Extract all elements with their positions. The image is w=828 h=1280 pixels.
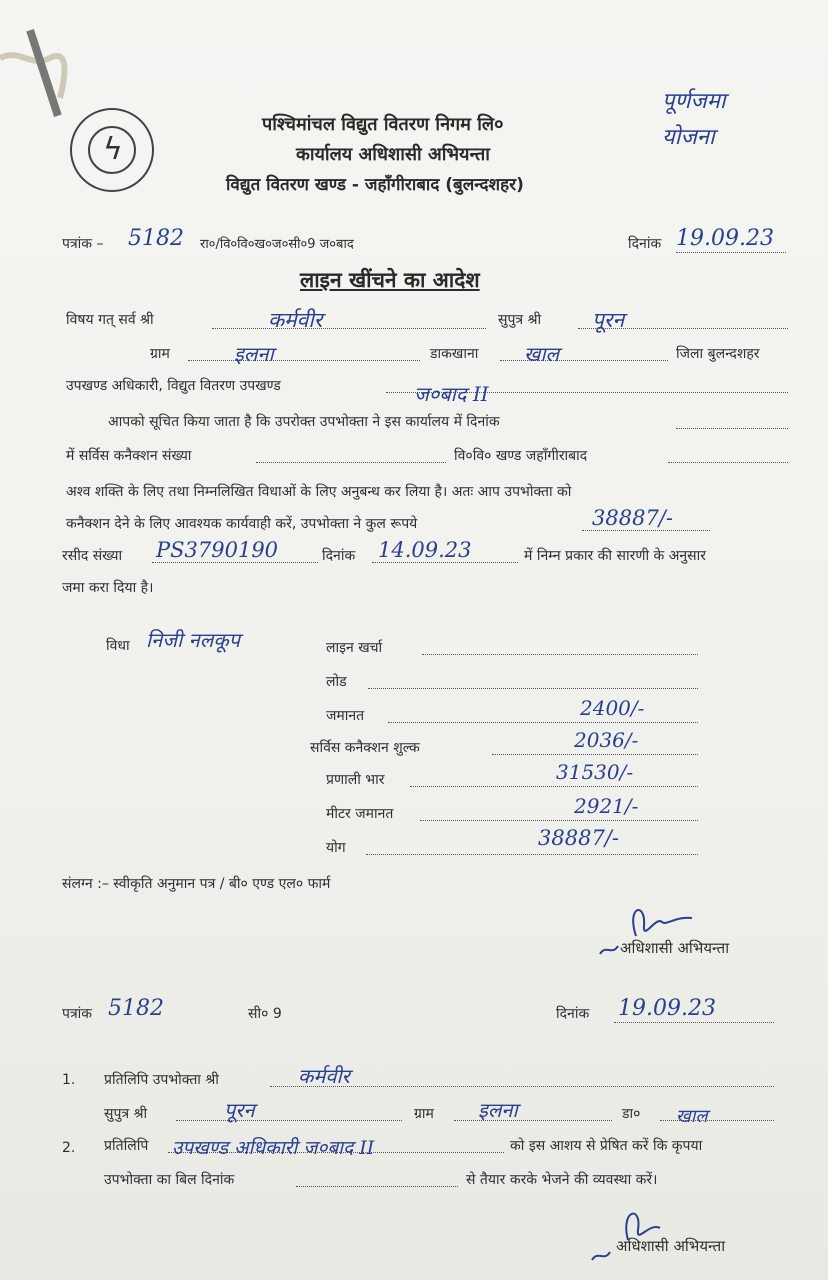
- consumer-name: कर्मवीर: [268, 308, 323, 332]
- receipt-date-label: दिनांक: [322, 548, 356, 564]
- body-line-5: में निम्न प्रकार की सारणी के अनुसार: [524, 548, 707, 564]
- post-office: खाल: [524, 342, 560, 366]
- charge-label: मीटर जमानत: [326, 806, 394, 822]
- village: इलना: [234, 342, 274, 366]
- copy2-label: प्रतिलिपि: [104, 1138, 149, 1154]
- district: जिला बुलन्दशहर: [676, 346, 760, 362]
- receipt-date: 14.09.23: [378, 538, 472, 562]
- charge-value: 2400/-: [580, 696, 645, 720]
- footer-ref-label: पत्रांक: [62, 1006, 93, 1022]
- vidha-label: विधा: [106, 638, 130, 654]
- footer-date-label: दिनांक: [556, 1006, 590, 1022]
- receipt-number: PS3790190: [156, 538, 279, 562]
- copy1-village: इलना: [478, 1098, 518, 1122]
- charge-label: योग: [326, 840, 346, 856]
- post-label: डाकखाना: [430, 346, 479, 362]
- copy2-text: को इस आशय से प्रेषित करें कि कृपया: [510, 1138, 703, 1154]
- signature-title: अधिशासी अभियन्ता: [620, 939, 730, 957]
- charge-label: सर्विस कनैक्शन शुल्क: [310, 740, 420, 756]
- copy1-label: प्रतिलिपि उपभोक्ता श्री: [104, 1072, 219, 1088]
- body-line-4: कनैक्शन देने के लिए आवश्यक कार्यवाही करें, उपभोक्ता ने कुल रूपये: [66, 516, 418, 532]
- total-amount: 38887/-: [592, 506, 673, 530]
- ref-suffix: रा०/वि०वि०ख०ज०सी०9 ज०बाद: [200, 237, 354, 252]
- item-number: 2.: [62, 1140, 76, 1156]
- body-line-6: जमा करा दिया है।: [62, 580, 154, 596]
- binder-string: [0, 28, 70, 118]
- footer-ref-code: सी० 9: [248, 1006, 282, 1022]
- vishay-label: विषय गत् सर्व श्री: [66, 312, 154, 328]
- footer-date: 19.09.23: [618, 996, 716, 1021]
- subdivision: ज०बाद II: [414, 382, 489, 406]
- office-name: कार्यालय अधिशासी अभियन्ता: [296, 144, 490, 165]
- charge-label: जमानत: [326, 708, 365, 724]
- ref-date: 19.09.23: [676, 226, 774, 251]
- charge-label: प्रणाली भार: [326, 772, 385, 788]
- footer-ref-number: 5182: [108, 996, 164, 1021]
- charge-label: लोड: [326, 674, 347, 690]
- subdivision-label: उपखण्ड अधिकारी, विद्युत वितरण उपखण्ड: [66, 378, 281, 394]
- corporation-logo: ϟ: [70, 108, 154, 192]
- enclosure: संलग्न :– स्वीकृति अनुमान पत्र / बी० एण्ड एल० फार्म: [62, 876, 331, 892]
- ref-date-label: दिनांक: [628, 236, 662, 252]
- body-line-2b: वि०वि० खण्ड जहाँगीराबाद: [454, 448, 588, 464]
- item-number: 1.: [62, 1072, 76, 1088]
- page-title: लाइन खींचने का आदेश: [300, 268, 480, 292]
- copy1-name: कर्मवीर: [298, 1064, 350, 1088]
- charge-value: 2036/-: [574, 728, 639, 752]
- charge-value: 31530/-: [556, 760, 634, 784]
- division-name: विद्युत वितरण खण्ड - जहाँगीराबाद (बुलन्दशहर): [226, 175, 524, 195]
- copy1-post: खाल: [676, 1106, 708, 1127]
- charge-total: 38887/-: [538, 826, 619, 850]
- copy2-recipient: उपखण्ड अधिकारी ज०बाद II: [172, 1137, 375, 1159]
- scheme-note: पूर्णजमा योजना: [662, 89, 726, 150]
- charge-label: लाइन खर्चा: [326, 640, 383, 656]
- receipt-label: रसीद संख्या: [62, 548, 123, 564]
- vidha-value: निजी नलकूप: [146, 628, 241, 652]
- ref-prefix: पत्रांक –: [62, 236, 104, 252]
- signature-title-2: अधिशासी अभियन्ता: [616, 1237, 726, 1255]
- copy1-gram-label: ग्राम: [414, 1106, 434, 1122]
- suputra-label: सुपुत्र श्री: [498, 312, 542, 328]
- ref-number: 5182: [128, 226, 184, 251]
- gram-label: ग्राम: [150, 346, 170, 362]
- signature-mark: [590, 1200, 700, 1270]
- copy1-post-label: डा०: [622, 1106, 641, 1122]
- org-name: पश्चिमांचल विद्युत वितरण निगम लि०: [262, 114, 504, 135]
- body-line-2: में सर्विस कनैक्शन संख्या: [66, 448, 192, 464]
- father-name: पूरन: [592, 308, 625, 332]
- copy1-suputra-label: सुपुत्र श्री: [104, 1106, 148, 1122]
- copy1-father: पूरन: [224, 1098, 255, 1122]
- charge-value: 2921/-: [574, 794, 639, 818]
- copy2-text2: उपभोक्ता का बिल दिनांक: [104, 1172, 235, 1188]
- body-line-3: अश्व शक्ति के लिए तथा निम्नलिखित विधाओं के लिए अनुबन्ध कर लिया है। अतः आप उपभोक्ता को: [66, 484, 572, 500]
- body-line-1: आपको सूचित किया जाता है कि उपरोक्त उपभोक्ता ने इस कार्यालय में दिनांक: [108, 414, 500, 430]
- copy2-text3: से तैयार करके भेजने की व्यवस्था करें।: [466, 1172, 658, 1188]
